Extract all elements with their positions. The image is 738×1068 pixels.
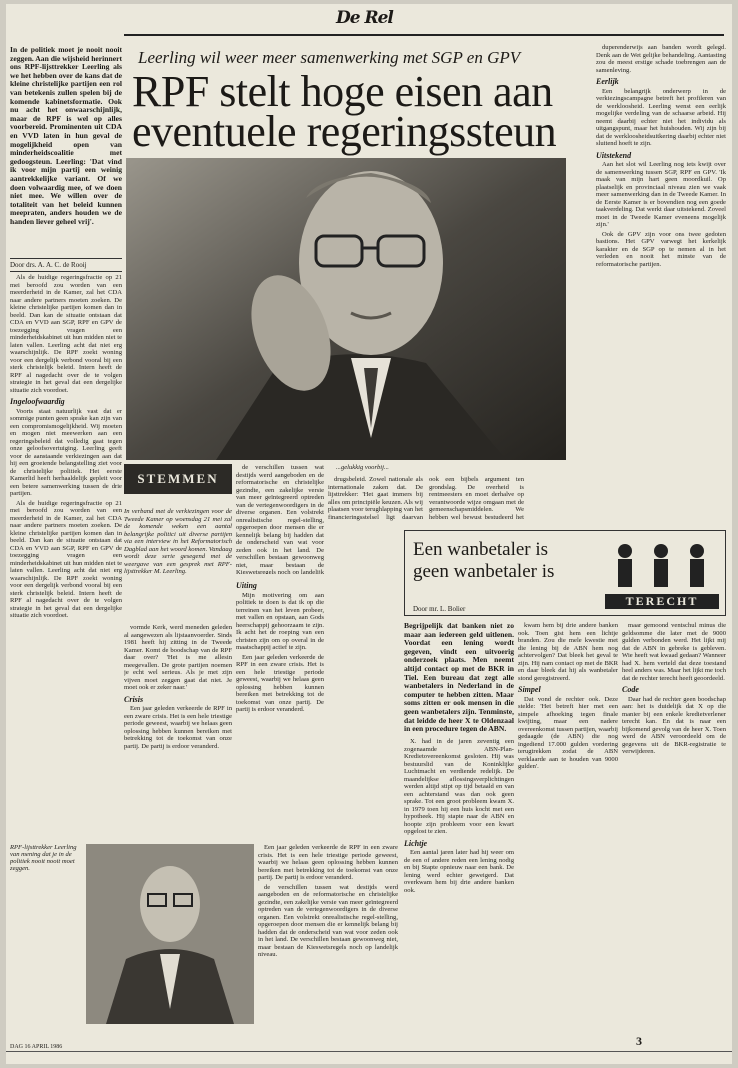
paragraph: Als de huidige regeringsfractie op 21 mei beroofd zou worden van een meerderheid in de Kamer, zal het CDA naar andere partners moeten zoeken. De kleine christelijke partijen komen dan in beeld. Dan kan de situatie ontstaan dat CDA en VVD aan SGP, RPF en GPV de toezegging vragen een minderheidskabinet uit hun midden niet te laten vallen. Leerling acht dat niet erg waarschijnlijk. De RPF zoekt woning voor een dergelijk verbond vooral bij een sterk christelijk beleid. Intern heeft de RPF al nagedacht over de te volgen strategie in het geval dat een dergelijke situatie zich voordoet.	[10, 274, 122, 394]
paragraph: Een jaar geleden verkeerde de RPF in een zware crisis. Het is een hele triestige periode geweest, waarbij we helaas geen oplossing hebben kunnen bereiken met betrekking tot de toekomst van onze partij. De partij is erdoor veranderd.	[236, 653, 324, 713]
wanbetaler-lead: Begrijpelijk dat banken niet zo maar aan iedereen geld uitlenen. Voordat een lening wordt gegeven, vindt een uitvoerig onderzoek plaats. Men neemt altijd contact op met de BKR in Tiel. Een bureau dat zegt alle wanbetalers in Nederland in de computer te hebben zitten. Maar soms zitten er ook mensen in die geen wanbetalers zijn. Tenminste, dat leidde de heer X te Oldenzaal in een procedure tegen de ABN.	[404, 622, 514, 734]
portrait-photo	[126, 158, 566, 460]
figures-illustration	[605, 539, 719, 589]
small-photo-caption: RPF-lijsttrekker Leerling van mening dat je in de politiek nooit nooit moet zeggen.	[10, 844, 77, 872]
stemmen-banner	[124, 464, 232, 494]
terecht-logo	[605, 539, 719, 609]
newspaper-page	[6, 4, 732, 1064]
subheading: Simpel	[518, 685, 541, 694]
article-kicker: Leerling wil weer meer samenwerking met SGP en GPV	[138, 48, 521, 67]
paragraph: Daar had de rechter geen boodschap aan: het is duidelijk dat X op die manier bij een enkele kredietverlener terecht kan. En dat is naar een bijkomend gevolg van de heer X. Toen werd de ABN veroordeeld om de gegevens uit de BKR-registratie te verwijderen.	[622, 695, 726, 755]
paragraph: Als de huidige regeringsfractie op 21 mei beroofd zou worden van een meerderheid in de Kamer, zal het CDA naar andere partners moeten zoeken. De kleine christelijke partijen komen dan in beeld. Dan kan de situatie ontstaan dat CDA en VVD aan SGP, RPF en GPV de toezegging vragen een minderheidskabinet uit hun midden niet te laten vallen. Leerling acht dat niet erg waarschijnlijk. De RPF zoekt woning voor een dergelijk verbond vooral bij een sterk christelijk beleid. Intern heeft de RPF al nagedacht over de te volgen strategie in het geval dat een dergelijke situatie zich voordoet.	[10, 499, 122, 619]
paragraph: Een aantal jaren later had hij weer om de een of andere reden een lening nodig en bij Stapte opnieuw naar een bank. De lening werd echter geweigerd. Dat overkwam hem bij drie andere banken ook.	[404, 849, 514, 894]
bottom-rule	[6, 1051, 732, 1052]
paragraph: duperenderwijs aan banden wordt gelegd. Denk aan de Wet gelijke behandeling. Aantasting zou de meest erstige schade toebrengen aan de samenleving.	[596, 44, 726, 74]
page-number: 3	[636, 1034, 642, 1048]
paragraph: Een jaar geleden verkeerde de RPF in een zware crisis. Het is een hele triestige periode geweest, waarbij we helaas geen oplossing hebben kunnen bereiken met betrekking tot de toekomst van onze partij. De partij is erdoor veranderd.	[124, 705, 232, 750]
masthead-logo: De Rel	[336, 8, 393, 28]
paragraph: Mijn motivering om aan politiek te doen is dat ik op die terreinen van het leven probeer, met vallen en opstaan, aan Gods heerschappij gehoorzaam te zijn. Ik acht het de roeping van een christen zijn om op overal in de maatschappij actief te zijn.	[236, 591, 324, 651]
wanbetaler-title-line-1: Een wanbetaler is	[413, 539, 549, 560]
paragraph: de verschillen tussen wat destijds werd aangeboden en de reformatorische en christelijke gezindte, een zakelijke versie van meer geïntegreerd optreden van de vertegenwoordigers in de diverse organen. Een volstrekt onrealistische regel-stelling, opgeroepen door mensen die er kennelijk belang bij hadden dat de onderscheid van wat voor zeden ook in het land. De verschillen bestaan gewoonweg niet, maar bestaan de Kieswetsregels noch op landelijk niveau.	[258, 883, 398, 958]
subheading: Uitstekend	[596, 150, 632, 160]
paragraph: Aan het slot wil Leerling nog iets kwijt over de samenwerking tussen SGP, RPF en GPV. 'Ik maak van mijn hart geen moordkuil. Op plaatselijk en provinciaal niveau zien we vaak meer samenwerking dan in de Tweede Kamer. In de Eerste Kamer is er bovendien nog een goede taakverdeling. Dat werkt daar uitstekend. Zoveel moet in de Tweede Kamer eveneens mogelijk zijn.'	[596, 161, 726, 228]
top-rule	[124, 34, 724, 36]
article-column-4	[328, 476, 524, 528]
paragraph: de verschillen tussen wat destijds werd aangeboden en de reformatorische en christelijke gezindte, een zakelijke versie van meer geïntegreerd optreden van de vertegenwoordigers in de diverse organen. Een volstrekt onrealistische regel-stelling, opgeroepen door mensen die er kennelijk belang bij hadden dat de onderscheid van wat voor zeden ook in het land. De verschillen bestaan gewoonweg niet, maar bestaan de Kieswetsregels noch op landelijk	[236, 464, 324, 574]
subheading: Ingeloofwaardig	[10, 397, 65, 406]
wanbetaler-title-line-2: geen wanbetaler is	[413, 561, 555, 582]
paragraph: X. had in de jaren zeventig een zogenaamde ABN-Plan-Kredietovereenkomst gesloten. Hij was bestuurslid van de Koninklijke Luchtmacht en verdiende redelijk. De maandelijkse aflossingsverplichtingen werden altijd stipt op tijd betaald en van een achterstand was dan ook geen sprake. Tot een groot probleem kwam X. in 1979 toen hij een huis kocht met een hypotheek. Hij stapte naar de ABN en hoopte zijn probleem voor een kwart opgelost te zien.	[404, 738, 514, 835]
wanbetaler-column-3	[622, 622, 726, 1038]
article-column-5	[596, 44, 726, 524]
paragraph: Dat vond de rechter ook. Deze stelde: 'Het betreft hier met een simpele afhoeking tegen finale kwijting, maar een nadere overeenkomst tussen partijen, waarbij gedaagde (de ABN) die nog ingediend 17.000 gulden vordering terugtrekken zodat de ABN verklaarde aan te houden van 9000 gulden'.	[518, 695, 618, 770]
article-column-3	[236, 578, 324, 838]
stemmen-title: STEMMEN	[137, 471, 219, 486]
paragraph: kwam hem bij drie andere banken ook. Toen gist hem een lichtje branden. Zou die mele kwestie met die lening bij de ABN hem nog achtervolgen? Dat bleek het geval te zijn. Hij nam contact op met de BKR en daar bleek dat hij als wanbetaler stond geregistreerd.	[518, 622, 618, 682]
paragraph: drugsbeleid. Zowel nationale als internationale zaken dat. De lijsttrekker: 'Het gaat immers bij alles om principiële keuzen. Als wij plaatsen voor terughlapping van het financieringsstelsel ligt daarvan ook een bijbels argument ten grondslag. De overheid is rentmeesters en moet derhalve op verantwoorde wijze omgaan met de gemeenschapsmiddelen. We hebben wel bewust bestudeerd het	[328, 476, 524, 521]
wanbetaler-column-1	[404, 738, 514, 1038]
subheading: Code	[622, 685, 639, 694]
leerling-small-photo	[86, 844, 254, 1024]
article-headline: RPF stelt hoge eisen aan eventuele regeringssteun	[132, 67, 557, 156]
subheading: Lichtje	[404, 838, 428, 848]
paragraph: maar gemoond ventschul minus die geldsomme die later met de 9000 gulden verbonden werd. Het lijkt mij dat de ABN in gebreke is gebleven. Wie heeft wat kwaad gedaan? Wanneer had X. hem verteld dat deze toestand heel anders was. Maar het lijkt me toch dat de rechter terecht heeft geoordeeld.	[622, 622, 726, 682]
paragraph: vormde Kerk, werd meneden geleden al aangewezen als lijstaanvoerder. Sinds 1981 heeft hij zitting in de Tweede Kamer. Komt de boodschap van de RPF daar over? 'Het is me allesin meegevallen. De grote partijen noemen je echt wel serieus. Als je met zijn vijven moet zeggen gaat dat niet. Je moet ook er zeker naar.'	[124, 624, 232, 691]
paragraph: Een belangrijk onderwerp in de verkiezingscampagne betreft het profileren van de werkloosheid. Leerling wenst een eerlijk mogelijke verdeling van de schaarse arbeid. Hij neemt daarbij echter niet het individu als uitgangspunt, maar het huishouden. Wij zijn bij dat de werkloosheidsuitkering daarbij echter niet sluitend hoeft te zijn.	[596, 87, 726, 147]
article-column-3-top	[236, 464, 324, 574]
wanbetaler-header-box	[404, 530, 726, 616]
article-byline: Door drs. A. A. C. de Rooij	[10, 258, 122, 272]
paragraph: Een jaar geleden verkeerde de RPF in een zware crisis. Het is een hele triestige periode geweest, waarbij we helaas geen oplossing hebben kunnen bereiken met betrekking tot de toekomst van onze partij. De partij is erdoor veranderd.	[258, 844, 398, 881]
subheading: Uiting	[236, 581, 257, 590]
article-column-2	[124, 624, 232, 834]
subheading: Eerlijk	[596, 77, 619, 86]
subheading: Crisis	[124, 694, 144, 704]
wanbetaler-byline: Door mr. L. Bolier	[413, 605, 466, 613]
article-column-3-bottom	[258, 844, 398, 1034]
paragraph: Ook de GPV zijn voor ons twee gedoten bastions. Het GPV varwegt het kerkelijk karakter en de SGP op te nemen al in het verleden en nooit het minste van de reformatorische partijen.	[596, 230, 726, 268]
wanbetaler-title	[413, 539, 603, 583]
article-column-1	[10, 274, 122, 834]
wanbetaler-column-2	[518, 622, 618, 1038]
stemmen-intro: In verband met de verkiezingen voor de Tweede Kamer op woensdag 21 mei zal de komende weken een aantal belangrijke politici uit diverse partijen via een interview in het Reformatorisch Dagblad aan het woord komen. Vandaag wordt deze serie gesegend met de weergave van een gesprek met RPF-lijsttrekker M. Leerling.	[124, 508, 232, 575]
article-lead: In de politiek moet je nooit nooit zeggen. Aan die wijsheid herinnert ons RPF-lijsttrekker Leerling als we het hebben over de kans dat de kleine christelijke partijen een rol van betekenis zullen spelen bij de komende kabinetsformatie. Ook nu acht het onwaarschijnlijk, maar de RPF is wel op alles voorbereid. Prominenten uit CDA en VVD laten in hun geval de mogelijkheid open van minderheidscoalitie met gedoogsteun. Leerling: 'Dat vind ik voor mijn partij een weinig aantrekkelijke variant. Of we doen volwaardig mee, of we doen niet mee. We willen over de totaliteit van het beleid kunnen meepraten, anders houden we de handen liever geheel vrij'.	[10, 46, 122, 226]
paragraph: Voorts staat natuurlijk vast dat er sommige punten geen sprake kan zijn van een compromismogelijkheid. Wij moeten en mogen niet meewerken aan een regeringsbeleid dat volledig gaat tegen onze geloofsovertuiging. Leerling geeft voor de aanstaande verkiezingen aan dat hij een groeiende belangstelling ziet voor de christelijke politiek. Het eerste Kamerlid heeft herhaaldelijk gepleit voor een betere samenwerking tussen de drie partijen.	[10, 407, 122, 497]
terecht-label: TERECHT	[605, 594, 719, 609]
footer-date: DAG 16 APRIL 1986	[10, 1044, 63, 1050]
photo-caption: ...gelukkig voorbij...	[336, 464, 389, 471]
